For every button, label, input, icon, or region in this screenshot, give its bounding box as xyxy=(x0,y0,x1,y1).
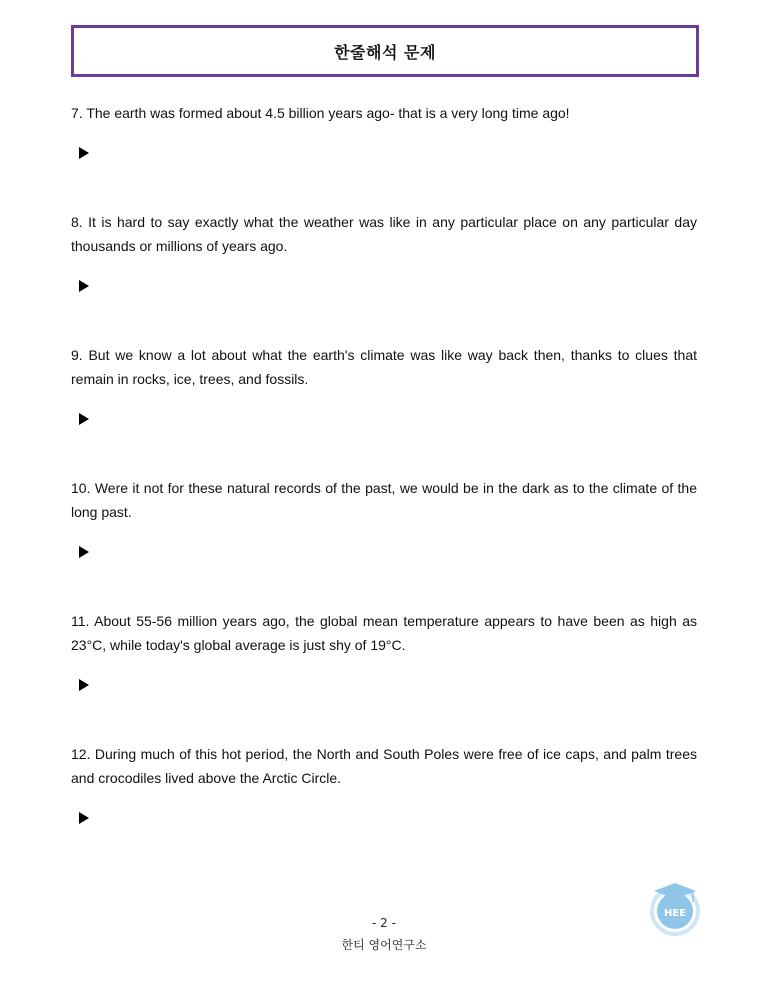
title-box xyxy=(71,25,699,77)
play-arrow-icon xyxy=(79,679,89,691)
page-number: - 2 - xyxy=(372,916,396,930)
question-text: 7. The earth was formed about 4.5 billion years ago- that is a very long time ago! xyxy=(71,105,570,121)
footer-organization: 한티 영어연구소 xyxy=(341,938,427,952)
play-arrow-icon xyxy=(79,280,89,292)
play-arrow-icon xyxy=(79,147,89,159)
question-text: 11. About 55-56 million years ago, the global mean temperature appears to have been as high as 23°C, while today's global average is just shy of 19°C. xyxy=(71,613,697,653)
play-arrow-icon xyxy=(79,413,89,425)
question-text: 12. During much of this hot period, the North and South Poles were free of ice caps, and palm trees and crocodiles lived above the Arctic Circle. xyxy=(71,746,697,786)
logo-text: HEE xyxy=(663,908,687,919)
question-8 xyxy=(71,210,697,298)
question-text: 10. Were it not for these natural records of the past, we would be in the dark as to the climate of the long past. xyxy=(71,480,697,520)
answer-line[interactable] xyxy=(71,407,697,431)
answer-line[interactable] xyxy=(71,540,697,564)
play-arrow-icon xyxy=(79,812,89,824)
question-9 xyxy=(71,343,697,431)
question-7 xyxy=(71,101,697,165)
answer-line[interactable] xyxy=(71,806,697,830)
question-12 xyxy=(71,742,697,830)
question-text: 9. But we know a lot about what the earth's climate was like way back then, thanks to clues that remain in rocks, ice, trees, and fossils. xyxy=(71,347,697,387)
answer-line[interactable] xyxy=(71,274,697,298)
answer-line[interactable] xyxy=(71,673,697,697)
question-10 xyxy=(71,476,697,564)
answer-line[interactable] xyxy=(71,141,697,165)
page-title: 한줄해석 문제 xyxy=(334,42,436,62)
play-arrow-icon xyxy=(79,546,89,558)
question-text: 8. It is hard to say exactly what the weather was like in any particular place on any particular day thousands or millions of years ago. xyxy=(71,214,697,254)
question-11 xyxy=(71,609,697,697)
